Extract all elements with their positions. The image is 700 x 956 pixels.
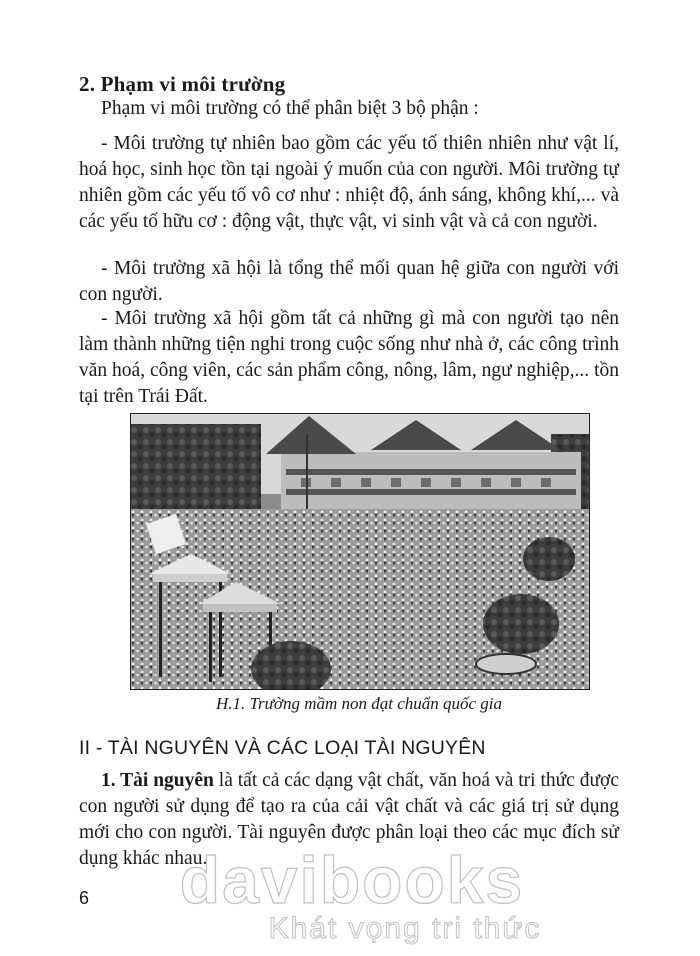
watermark-slogan: Khát vọng tri thức [268, 912, 542, 945]
section-heading: 2. Phạm vi môi trường [79, 72, 286, 96]
intro-paragraph: Phạm vi môi trường có thể phân biệt 3 bộ phận : [101, 98, 479, 119]
watermark-brand: davibooks [179, 843, 525, 917]
section-title: II - TÀI NGUYÊN VÀ CÁC LOẠI TÀI NGUYÊN [79, 737, 486, 759]
resources-text: là tất cả các dạng vật chất, văn hoá và tri thức được con người sử dụng để tạo ra của cải vật chất và các giá trị sử dụng mới cho con người. Tài nguyên được phân loại theo các mục đích sử dụng khác nhau. [79, 770, 620, 869]
page-number: 6 [79, 888, 90, 908]
social-environment-paragraph: - Môi trường xã hội là tổng thể mối quan hệ giữa con người với con người. [79, 258, 619, 305]
built-environment-paragraph: - Môi trường xã hội gồm tất cả những gì mà con người tạo nên làm thành những tiện nghi trong cuộc sống như nhà ở, các công trình văn hoá, công viên, các sản phẩm công, nông, lâm, ngư nghiệp,... tồn tại trên Trái Đất. [79, 308, 619, 407]
figure-caption: H.1. Trường mầm non đạt chuẩn quốc gia [215, 694, 503, 713]
resources-lead: 1. Tài nguyên [101, 770, 214, 791]
kindergarten-photo [130, 413, 590, 690]
natural-environment-paragraph: - Môi trường tự nhiên bao gồm các yếu tố thiên nhiên như vật lí, hoá học, sinh học tồn tại ngoài ý muốn của con người. Môi trường tự nhiên gồm các yếu tố vô cơ như : nhiệt độ, ánh sáng, không khí,... và các yếu tố hữu cơ : động vật, thực vật, vi sinh vật và cả con người. [79, 133, 619, 232]
